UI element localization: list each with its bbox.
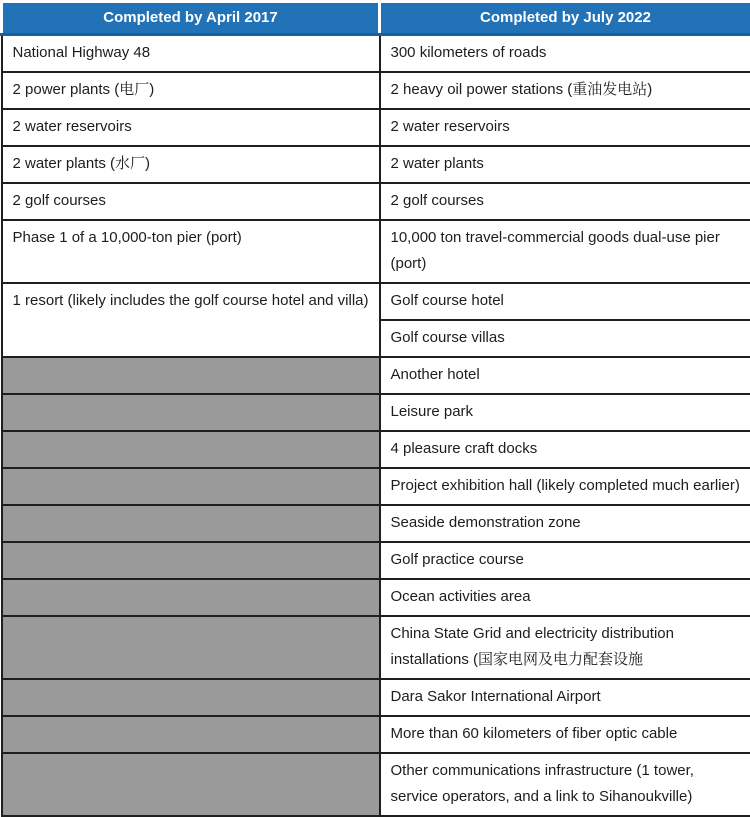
table-row: [2, 394, 750, 431]
table-row: [2, 716, 750, 753]
table-row: [2, 431, 750, 468]
cell-july: Dara Sakor International Airport: [380, 679, 750, 716]
table-row: [2, 505, 750, 542]
empty-cell-april: [2, 542, 380, 579]
cell-july: Golf course hotel: [380, 283, 750, 320]
cell-april: Phase 1 of a 10,000-ton pier (port): [2, 220, 380, 283]
empty-cell-april: [2, 394, 380, 431]
table-row: [2, 183, 750, 220]
table-row: [2, 357, 750, 394]
cell-july: 10,000 ton travel-commercial goods dual-use pier (port): [380, 220, 750, 283]
table-row: [2, 753, 750, 816]
cell-july: Other communications infrastructure (1 tower, service operators, and a link to Sihanoukville): [380, 753, 750, 816]
table-row: [2, 109, 750, 146]
table-row: [2, 679, 750, 716]
table-row: [2, 220, 750, 283]
table-row: [2, 468, 750, 505]
header-row: [2, 2, 750, 35]
table-row: [2, 542, 750, 579]
cell-july: Seaside demonstration zone: [380, 505, 750, 542]
cell-july: Project exhibition hall (likely completed much earlier): [380, 468, 750, 505]
empty-cell-april: [2, 753, 380, 816]
cell-july: Ocean activities area: [380, 579, 750, 616]
empty-cell-april: [2, 431, 380, 468]
cell-april: 2 golf courses: [2, 183, 380, 220]
table-row: [2, 283, 750, 320]
table-row: [2, 146, 750, 183]
empty-cell-april: [2, 579, 380, 616]
empty-cell-april: [2, 616, 380, 679]
empty-cell-april: [2, 468, 380, 505]
table-row: [2, 579, 750, 616]
cell-july: China State Grid and electricity distribution installations (国家电网及电力配套设施: [380, 616, 750, 679]
cell-july: Another hotel: [380, 357, 750, 394]
empty-cell-april: [2, 357, 380, 394]
column-header-july-2022: Completed by July 2022: [380, 2, 750, 35]
cell-july: 2 golf courses: [380, 183, 750, 220]
cell-april: 2 water plants (水厂): [2, 146, 380, 183]
empty-cell-april: [2, 716, 380, 753]
empty-cell-april: [2, 679, 380, 716]
table-row: [2, 35, 750, 73]
cell-april-resort-spanning: 1 resort (likely includes the golf course hotel and villa): [2, 283, 380, 357]
cell-april: 2 water reservoirs: [2, 109, 380, 146]
cell-april: National Highway 48: [2, 35, 380, 73]
cell-july: Golf course villas: [380, 320, 750, 357]
cell-july: More than 60 kilometers of fiber optic cable: [380, 716, 750, 753]
empty-cell-april: [2, 505, 380, 542]
cell-july: Golf practice course: [380, 542, 750, 579]
column-header-april-2017: Completed by April 2017: [2, 2, 380, 35]
cell-july: 300 kilometers of roads: [380, 35, 750, 73]
table-row: [2, 72, 750, 109]
cell-july: 2 water plants: [380, 146, 750, 183]
cell-july: 2 heavy oil power stations (重油发电站): [380, 72, 750, 109]
table-row: [2, 616, 750, 679]
cell-july: 4 pleasure craft docks: [380, 431, 750, 468]
cell-april: 2 power plants (电厂): [2, 72, 380, 109]
cell-july: 2 water reservoirs: [380, 109, 750, 146]
cell-july: Leisure park: [380, 394, 750, 431]
